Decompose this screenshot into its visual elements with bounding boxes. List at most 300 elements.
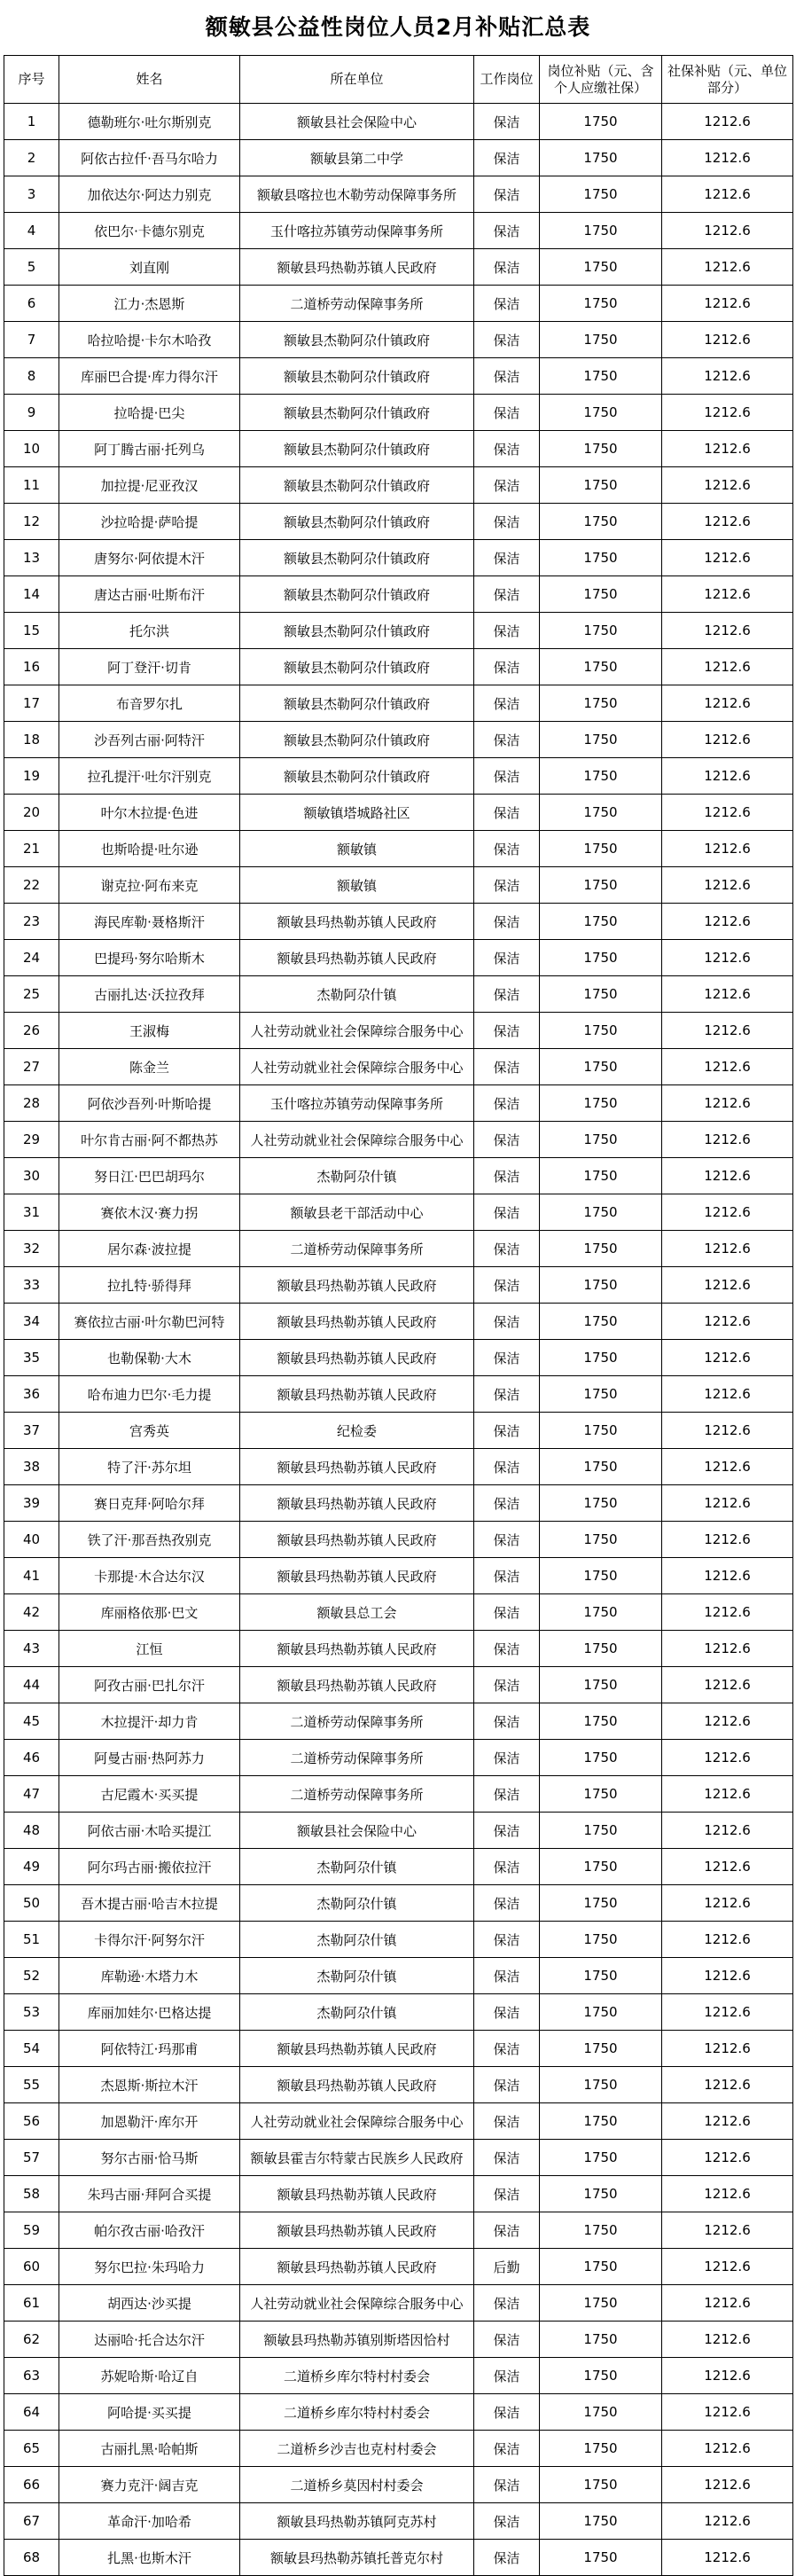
table-row: [4, 395, 793, 431]
cell-subsidy: 1750: [540, 395, 662, 431]
cell-seq: 60: [4, 2249, 59, 2285]
cell-insurance: 1212.6: [662, 467, 793, 504]
cell-unit: 二道桥劳动保障事务所: [240, 286, 474, 322]
cell-name: 库丽巴合提·库力得尔汗: [59, 358, 240, 395]
table-row: [4, 2249, 793, 2285]
cell-seq: 37: [4, 1413, 59, 1449]
cell-insurance: 1212.6: [662, 395, 793, 431]
table-row: [4, 286, 793, 322]
header-post: 工作岗位: [474, 56, 540, 104]
cell-name: 吾木提古丽·哈吉木拉提: [59, 1885, 240, 1922]
cell-subsidy: 1750: [540, 1158, 662, 1194]
cell-unit: 额敏县玛热勒苏镇人民政府: [240, 2031, 474, 2067]
table-row: [4, 249, 793, 286]
cell-name: 巴提玛·努尔哈斯木: [59, 940, 240, 976]
cell-insurance: 1212.6: [662, 722, 793, 758]
table-row: [4, 1558, 793, 1594]
cell-unit: 杰勒阿尕什镇: [240, 1158, 474, 1194]
cell-subsidy: 1750: [540, 2103, 662, 2140]
cell-seq: 19: [4, 758, 59, 795]
cell-post: 保洁: [474, 1885, 540, 1922]
cell-name: 库丽加娃尔·巴格达提: [59, 1994, 240, 2031]
table-row: [4, 322, 793, 358]
table-row: [4, 1267, 793, 1304]
cell-name: 布音罗尔扎: [59, 685, 240, 722]
cell-unit: 杰勒阿尕什镇: [240, 976, 474, 1013]
cell-post: 保洁: [474, 431, 540, 467]
cell-insurance: 1212.6: [662, 1594, 793, 1631]
header-subsidy: 岗位补贴（元、含个人应缴社保）: [540, 56, 662, 104]
cell-insurance: 1212.6: [662, 1667, 793, 1703]
cell-name: 胡西达·沙买提: [59, 2285, 240, 2322]
table-row: [4, 2285, 793, 2322]
cell-seq: 59: [4, 2212, 59, 2249]
cell-seq: 56: [4, 2103, 59, 2140]
cell-seq: 25: [4, 976, 59, 1013]
table-row: [4, 1376, 793, 1413]
table-row: [4, 2140, 793, 2176]
cell-name: 也斯哈提·吐尔逊: [59, 831, 240, 867]
cell-subsidy: 1750: [540, 1558, 662, 1594]
cell-post: 保洁: [474, 104, 540, 140]
cell-seq: 45: [4, 1703, 59, 1740]
cell-unit: 额敏县杰勒阿尕什镇政府: [240, 431, 474, 467]
cell-unit: 人社劳动就业社会保障综合服务中心: [240, 1049, 474, 1085]
cell-post: 保洁: [474, 976, 540, 1013]
cell-seq: 11: [4, 467, 59, 504]
cell-name: 朱玛古丽·拜阿合买提: [59, 2176, 240, 2212]
cell-insurance: 1212.6: [662, 1304, 793, 1340]
cell-unit: 人社劳动就业社会保障综合服务中心: [240, 2285, 474, 2322]
cell-post: 保洁: [474, 1594, 540, 1631]
cell-name: 陈金兰: [59, 1049, 240, 1085]
cell-unit: 二道桥乡沙吉也克村村委会: [240, 2431, 474, 2467]
header-unit: 所在单位: [240, 56, 474, 104]
cell-post: 保洁: [474, 1776, 540, 1813]
cell-name: 哈布迪力巴尔·毛力提: [59, 1376, 240, 1413]
cell-subsidy: 1750: [540, 2285, 662, 2322]
cell-name: 扎黑·也斯木汗: [59, 2540, 240, 2576]
cell-name: 阿依古拉仟·吾马尔哈力: [59, 140, 240, 176]
cell-seq: 17: [4, 685, 59, 722]
cell-name: 江恒: [59, 1631, 240, 1667]
cell-post: 保洁: [474, 1376, 540, 1413]
header-row: [4, 56, 793, 104]
cell-post: 保洁: [474, 467, 540, 504]
cell-name: 托尔洪: [59, 613, 240, 649]
table-row: [4, 2394, 793, 2431]
cell-post: 保洁: [474, 2140, 540, 2176]
cell-insurance: 1212.6: [662, 249, 793, 286]
cell-subsidy: 1750: [540, 1122, 662, 1158]
cell-post: 保洁: [474, 2503, 540, 2540]
cell-post: 保洁: [474, 395, 540, 431]
cell-unit: 额敏县第二中学: [240, 140, 474, 176]
cell-insurance: 1212.6: [662, 2067, 793, 2103]
cell-seq: 55: [4, 2067, 59, 2103]
header-name: 姓名: [59, 56, 240, 104]
table-row: [4, 1013, 793, 1049]
table-row: [4, 1594, 793, 1631]
table-row: [4, 1740, 793, 1776]
cell-unit: 额敏县玛热勒苏镇人民政府: [240, 2067, 474, 2103]
table-row: [4, 795, 793, 831]
cell-seq: 57: [4, 2140, 59, 2176]
cell-name: 阿孜古丽·巴扎尔汗: [59, 1667, 240, 1703]
cell-name: 居尔森·波拉提: [59, 1231, 240, 1267]
cell-subsidy: 1750: [540, 1594, 662, 1631]
cell-subsidy: 1750: [540, 140, 662, 176]
cell-unit: 额敏镇塔城路社区: [240, 795, 474, 831]
cell-subsidy: 1750: [540, 1849, 662, 1885]
cell-insurance: 1212.6: [662, 649, 793, 685]
cell-unit: 额敏县玛热勒苏镇人民政府: [240, 1522, 474, 1558]
cell-name: 哈拉哈提·卡尔木哈孜: [59, 322, 240, 358]
table-row: [4, 1449, 793, 1485]
cell-subsidy: 1750: [540, 431, 662, 467]
cell-name: 古丽扎达·沃拉孜拜: [59, 976, 240, 1013]
cell-name: 宫秀英: [59, 1413, 240, 1449]
cell-insurance: 1212.6: [662, 1994, 793, 2031]
cell-seq: 15: [4, 613, 59, 649]
cell-post: 保洁: [474, 2540, 540, 2576]
cell-insurance: 1212.6: [662, 2467, 793, 2503]
cell-post: 保洁: [474, 249, 540, 286]
table-row: [4, 1631, 793, 1667]
cell-seq: 49: [4, 1849, 59, 1885]
cell-insurance: 1212.6: [662, 358, 793, 395]
table-row: [4, 1849, 793, 1885]
cell-unit: 二道桥劳动保障事务所: [240, 1231, 474, 1267]
cell-post: 保洁: [474, 1304, 540, 1340]
table-row: [4, 2358, 793, 2394]
cell-unit: 额敏县杰勒阿尕什镇政府: [240, 358, 474, 395]
table-row: [4, 2540, 793, 2576]
cell-unit: 额敏县杰勒阿尕什镇政府: [240, 467, 474, 504]
cell-post: 保洁: [474, 1740, 540, 1776]
cell-insurance: 1212.6: [662, 613, 793, 649]
table-row: [4, 1958, 793, 1994]
cell-name: 德勒班尔·吐尔斯别克: [59, 104, 240, 140]
cell-name: 拉哈提·巴尖: [59, 395, 240, 431]
cell-name: 海民库勒·聂格斯汗: [59, 904, 240, 940]
cell-insurance: 1212.6: [662, 1449, 793, 1485]
cell-subsidy: 1750: [540, 976, 662, 1013]
cell-name: 苏妮哈斯·哈辽自: [59, 2358, 240, 2394]
cell-subsidy: 1750: [540, 1922, 662, 1958]
cell-seq: 16: [4, 649, 59, 685]
cell-post: 保洁: [474, 867, 540, 904]
table-row: [4, 467, 793, 504]
table-row: [4, 2067, 793, 2103]
cell-unit: 额敏县玛热勒苏镇人民政府: [240, 1267, 474, 1304]
cell-seq: 62: [4, 2322, 59, 2358]
cell-subsidy: 1750: [540, 1231, 662, 1267]
cell-subsidy: 1750: [540, 2140, 662, 2176]
cell-insurance: 1212.6: [662, 1194, 793, 1231]
cell-unit: 额敏县杰勒阿尕什镇政府: [240, 685, 474, 722]
table-row: [4, 940, 793, 976]
table-row: [4, 649, 793, 685]
cell-name: 木拉提汗·却力肯: [59, 1703, 240, 1740]
table-row: [4, 2176, 793, 2212]
table-row: [4, 2103, 793, 2140]
cell-insurance: 1212.6: [662, 2322, 793, 2358]
cell-post: 保洁: [474, 2176, 540, 2212]
cell-subsidy: 1750: [540, 613, 662, 649]
cell-seq: 50: [4, 1885, 59, 1922]
table-row: [4, 1522, 793, 1558]
table-row: [4, 1340, 793, 1376]
cell-unit: 杰勒阿尕什镇: [240, 1994, 474, 2031]
table-row: [4, 613, 793, 649]
cell-insurance: 1212.6: [662, 1922, 793, 1958]
cell-post: 保洁: [474, 795, 540, 831]
table-row: [4, 213, 793, 249]
cell-post: 保洁: [474, 1631, 540, 1667]
cell-insurance: 1212.6: [662, 286, 793, 322]
cell-post: 保洁: [474, 2285, 540, 2322]
cell-unit: 人社劳动就业社会保障综合服务中心: [240, 1122, 474, 1158]
cell-unit: 玉什喀拉苏镇劳动保障事务所: [240, 1085, 474, 1122]
cell-subsidy: 1750: [540, 2540, 662, 2576]
cell-seq: 40: [4, 1522, 59, 1558]
cell-seq: 3: [4, 176, 59, 213]
cell-post: 保洁: [474, 649, 540, 685]
cell-seq: 13: [4, 540, 59, 576]
cell-subsidy: 1750: [540, 758, 662, 795]
table-row: [4, 358, 793, 395]
table-row: [4, 1703, 793, 1740]
cell-name: 唐达古丽·吐斯布汗: [59, 576, 240, 613]
cell-insurance: 1212.6: [662, 2103, 793, 2140]
cell-insurance: 1212.6: [662, 1885, 793, 1922]
cell-insurance: 1212.6: [662, 1776, 793, 1813]
cell-post: 保洁: [474, 2358, 540, 2394]
cell-seq: 34: [4, 1304, 59, 1340]
cell-unit: 额敏县杰勒阿尕什镇政府: [240, 613, 474, 649]
cell-name: 古尼霞木·买买提: [59, 1776, 240, 1813]
cell-insurance: 1212.6: [662, 1085, 793, 1122]
cell-name: 卡那提·木合达尔汉: [59, 1558, 240, 1594]
cell-post: 保洁: [474, 1049, 540, 1085]
cell-insurance: 1212.6: [662, 1049, 793, 1085]
cell-subsidy: 1750: [540, 940, 662, 976]
cell-subsidy: 1750: [540, 1085, 662, 1122]
cell-subsidy: 1750: [540, 2503, 662, 2540]
subsidy-table: [4, 55, 793, 2576]
cell-unit: 额敏县玛热勒苏镇人民政府: [240, 1667, 474, 1703]
cell-post: 保洁: [474, 1158, 540, 1194]
cell-subsidy: 1750: [540, 1994, 662, 2031]
cell-insurance: 1212.6: [662, 976, 793, 1013]
cell-subsidy: 1750: [540, 904, 662, 940]
cell-seq: 29: [4, 1122, 59, 1158]
cell-name: 王淑梅: [59, 1013, 240, 1049]
table-row: [4, 2212, 793, 2249]
cell-post: 保洁: [474, 1849, 540, 1885]
cell-subsidy: 1750: [540, 649, 662, 685]
cell-unit: 杰勒阿尕什镇: [240, 1849, 474, 1885]
cell-subsidy: 1750: [540, 2322, 662, 2358]
cell-insurance: 1212.6: [662, 2540, 793, 2576]
cell-insurance: 1212.6: [662, 1231, 793, 1267]
cell-subsidy: 1750: [540, 286, 662, 322]
cell-post: 保洁: [474, 2431, 540, 2467]
table-row: [4, 1049, 793, 1085]
cell-subsidy: 1750: [540, 176, 662, 213]
cell-insurance: 1212.6: [662, 1158, 793, 1194]
cell-unit: 额敏县玛热勒苏镇人民政府: [240, 1376, 474, 1413]
cell-subsidy: 1750: [540, 1376, 662, 1413]
cell-seq: 23: [4, 904, 59, 940]
cell-seq: 21: [4, 831, 59, 867]
cell-subsidy: 1750: [540, 2176, 662, 2212]
cell-post: 保洁: [474, 540, 540, 576]
cell-unit: 杰勒阿尕什镇: [240, 1958, 474, 1994]
cell-post: 保洁: [474, 1231, 540, 1267]
cell-subsidy: 1750: [540, 1776, 662, 1813]
cell-insurance: 1212.6: [662, 2249, 793, 2285]
cell-unit: 额敏县杰勒阿尕什镇政府: [240, 649, 474, 685]
cell-seq: 51: [4, 1922, 59, 1958]
cell-seq: 26: [4, 1013, 59, 1049]
cell-unit: 额敏县总工会: [240, 1594, 474, 1631]
cell-seq: 66: [4, 2467, 59, 2503]
cell-seq: 2: [4, 140, 59, 176]
cell-post: 保洁: [474, 1485, 540, 1522]
cell-insurance: 1212.6: [662, 213, 793, 249]
cell-insurance: 1212.6: [662, 940, 793, 976]
cell-unit: 人社劳动就业社会保障综合服务中心: [240, 2103, 474, 2140]
cell-unit: 额敏县社会保险中心: [240, 104, 474, 140]
cell-seq: 10: [4, 431, 59, 467]
cell-name: 阿曼古丽·热阿苏力: [59, 1740, 240, 1776]
cell-seq: 38: [4, 1449, 59, 1485]
table-row: [4, 722, 793, 758]
table-row: [4, 576, 793, 613]
cell-subsidy: 1750: [540, 2394, 662, 2431]
cell-unit: 额敏县玛热勒苏镇人民政府: [240, 2176, 474, 2212]
cell-subsidy: 1750: [540, 867, 662, 904]
cell-unit: 人社劳动就业社会保障综合服务中心: [240, 1013, 474, 1049]
cell-subsidy: 1750: [540, 2067, 662, 2103]
cell-seq: 6: [4, 286, 59, 322]
cell-post: 保洁: [474, 1958, 540, 1994]
cell-unit: 额敏县玛热勒苏镇人民政府: [240, 1449, 474, 1485]
cell-unit: 额敏县玛热勒苏镇人民政府: [240, 1304, 474, 1340]
cell-insurance: 1212.6: [662, 1122, 793, 1158]
cell-seq: 20: [4, 795, 59, 831]
cell-seq: 31: [4, 1194, 59, 1231]
cell-name: 阿依沙吾列·叶斯哈提: [59, 1085, 240, 1122]
cell-insurance: 1212.6: [662, 576, 793, 613]
cell-seq: 65: [4, 2431, 59, 2467]
table-row: [4, 1231, 793, 1267]
cell-unit: 额敏县霍吉尔特蒙古民族乡人民政府: [240, 2140, 474, 2176]
cell-post: 保洁: [474, 1413, 540, 1449]
cell-unit: 额敏县玛热勒苏镇阿克苏村: [240, 2503, 474, 2540]
cell-unit: 额敏县玛热勒苏镇人民政府: [240, 1631, 474, 1667]
cell-post: 保洁: [474, 685, 540, 722]
cell-name: 加恩勒汗·库尔开: [59, 2103, 240, 2140]
cell-insurance: 1212.6: [662, 140, 793, 176]
table-row: [4, 1885, 793, 1922]
cell-name: 谢克拉·阿布来克: [59, 867, 240, 904]
cell-insurance: 1212.6: [662, 758, 793, 795]
table-row: [4, 976, 793, 1013]
cell-post: 保洁: [474, 1703, 540, 1740]
cell-insurance: 1212.6: [662, 1485, 793, 1522]
cell-subsidy: 1750: [540, 1667, 662, 1703]
cell-name: 达丽哈·托合达尔汗: [59, 2322, 240, 2358]
cell-unit: 纪检委: [240, 1413, 474, 1449]
cell-name: 江力·杰恩斯: [59, 286, 240, 322]
cell-seq: 64: [4, 2394, 59, 2431]
cell-subsidy: 1750: [540, 1740, 662, 1776]
cell-seq: 12: [4, 504, 59, 540]
cell-insurance: 1212.6: [662, 867, 793, 904]
cell-insurance: 1212.6: [662, 2394, 793, 2431]
cell-seq: 5: [4, 249, 59, 286]
table-row: [4, 1776, 793, 1813]
cell-subsidy: 1750: [540, 1413, 662, 1449]
cell-unit: 额敏县玛热勒苏镇人民政府: [240, 2249, 474, 2285]
cell-subsidy: 1750: [540, 1703, 662, 1740]
cell-post: 保洁: [474, 2394, 540, 2431]
cell-subsidy: 1750: [540, 795, 662, 831]
cell-seq: 43: [4, 1631, 59, 1667]
cell-name: 库勒逊·木塔力木: [59, 1958, 240, 1994]
cell-seq: 68: [4, 2540, 59, 2576]
cell-post: 保洁: [474, 758, 540, 795]
cell-insurance: 1212.6: [662, 540, 793, 576]
cell-unit: 二道桥劳动保障事务所: [240, 1740, 474, 1776]
cell-unit: 额敏县玛热勒苏镇托普克尔村: [240, 2540, 474, 2576]
cell-name: 阿丁登汗·切肯: [59, 649, 240, 685]
table-row: [4, 1122, 793, 1158]
cell-unit: 额敏县杰勒阿尕什镇政府: [240, 322, 474, 358]
table-row: [4, 2031, 793, 2067]
cell-seq: 61: [4, 2285, 59, 2322]
cell-post: 保洁: [474, 576, 540, 613]
cell-unit: 额敏县杰勒阿尕什镇政府: [240, 540, 474, 576]
table-header: [4, 56, 793, 104]
cell-seq: 1: [4, 104, 59, 140]
cell-insurance: 1212.6: [662, 1849, 793, 1885]
cell-post: 保洁: [474, 2322, 540, 2358]
cell-post: 后勤: [474, 2249, 540, 2285]
cell-name: 加拉提·尼亚孜汉: [59, 467, 240, 504]
cell-name: 拉孔提汗·吐尔汗别克: [59, 758, 240, 795]
cell-insurance: 1212.6: [662, 1740, 793, 1776]
cell-insurance: 1212.6: [662, 1013, 793, 1049]
cell-insurance: 1212.6: [662, 1413, 793, 1449]
cell-post: 保洁: [474, 722, 540, 758]
cell-name: 努日江·巴巴胡玛尔: [59, 1158, 240, 1194]
table-row: [4, 504, 793, 540]
cell-name: 革命汗·加哈希: [59, 2503, 240, 2540]
cell-seq: 28: [4, 1085, 59, 1122]
cell-insurance: 1212.6: [662, 504, 793, 540]
cell-name: 叶尔肯古丽·阿不都热苏: [59, 1122, 240, 1158]
cell-name: 赛依拉古丽·叶尔勒巴河特: [59, 1304, 240, 1340]
cell-name: 卡得尔汗·阿努尔汗: [59, 1922, 240, 1958]
cell-insurance: 1212.6: [662, 1376, 793, 1413]
cell-unit: 杰勒阿尕什镇: [240, 1885, 474, 1922]
cell-name: 努尔巴拉·朱玛哈力: [59, 2249, 240, 2285]
cell-subsidy: 1750: [540, 1813, 662, 1849]
